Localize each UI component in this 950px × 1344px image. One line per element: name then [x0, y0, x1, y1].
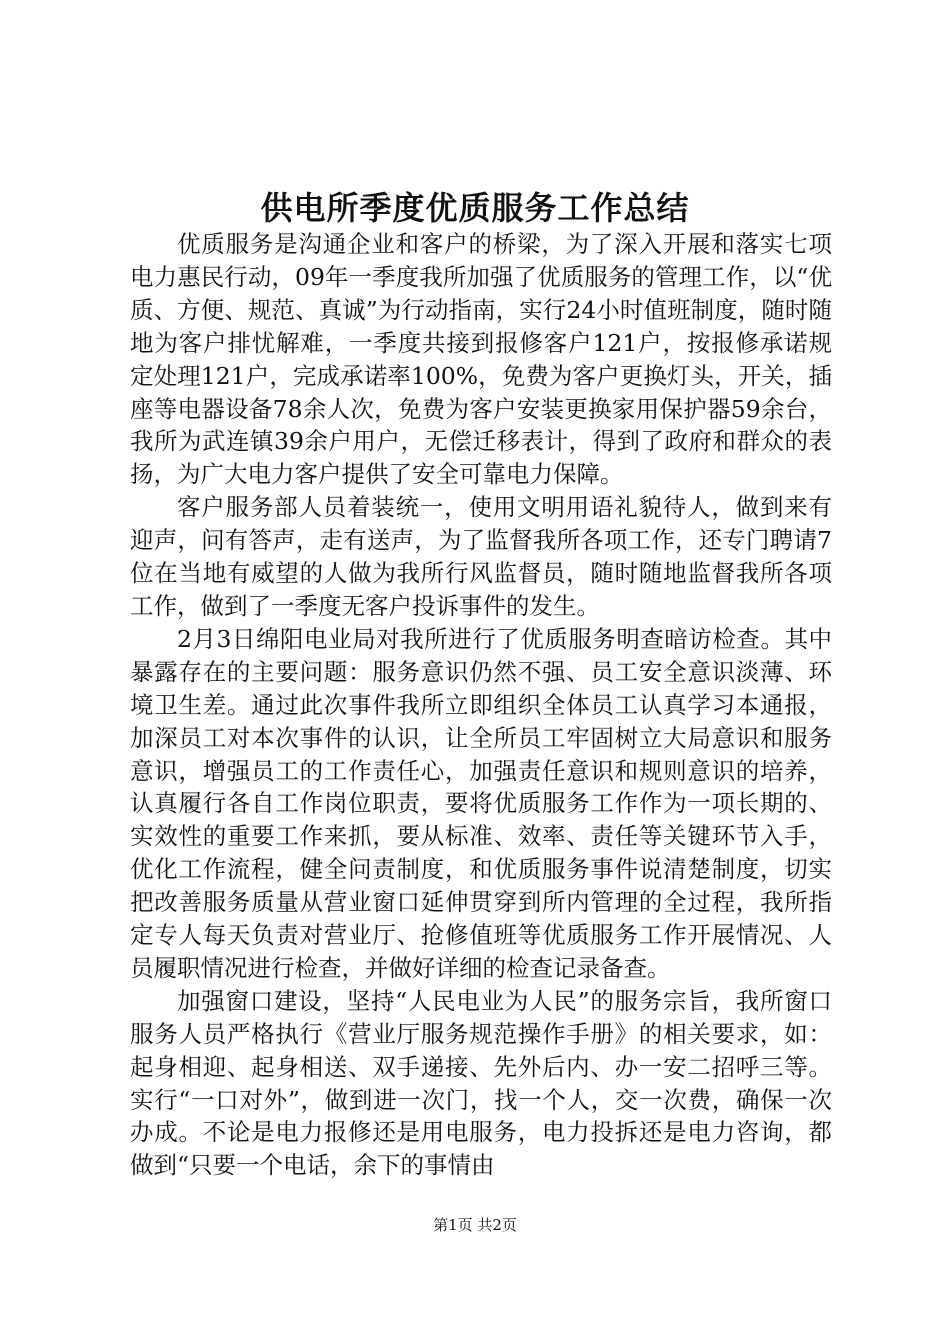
paragraph: 优质服务是沟通企业和客户的桥梁，为了深入开展和落实七项电力惠民行动，09年一季度我所加强了优质服务的管理工作，以“优质、方便、规范、真诚”为行动指南，实行24小时值班制度，随时随地为客户排忧解难，一季度共接到报修客户121户，按报修承诺规定处理121户，完成承诺率100%，免费为客户更换灯头，开关，插座等电器设备78余人次，免费为客户安装更换家用保护器59余台，我所为武连镇39余户用户，无偿迁移表计，得到了政府和群众的表扬，为广大电力客户提供了安全可靠电力保障。	[130, 230, 832, 489]
page-footer: 第1页 共2页	[433, 1216, 517, 1234]
document-body	[130, 228, 832, 1182]
document-title: 供电所季度优质服务工作总结	[260, 189, 690, 227]
paragraph: 客户服务部人员着装统一，使用文明用语礼貌待人，做到来有迎声，问有答声，走有送声，为了监督我所各项工作，还专门聘请7位在当地有威望的人做为我所行风监督员，随时随地监督我所各项工作，做到了一季度无客户投诉事件的发生。	[130, 493, 832, 620]
paragraph: 加强窗口建设，坚持“人民电业为人民”的服务宗旨，我所窗口服务人员严格执行《营业厅服务规范操作手册》的相关要求，如：起身相迎、起身相送、双手递接、先外后内、办一安二招呼三等。实行“一口对外”，做到进一次门，找一个人，交一次费，确保一次办成。不论是电力报修还是用电服务，电力投拆还是电力咨询，都做到“只要一个电话，余下的事情由	[130, 986, 832, 1180]
paragraph: 2月3日绵阳电业局对我所进行了优质服务明查暗访检查。其中暴露存在的主要问题：服务意识仍然不强、员工安全意识淡薄、环境卫生差。通过此次事件我所立即组织全体员工认真学习本通报，加深员工对本次事件的认识，让全所员工牢固树立大局意识和服务意识，增强员工的工作责任心，加强责任意识和规则意识的培养，认真履行各自工作岗位职责，要将优质服务工作作为一项长期的、实效性的重要工作来抓，要从标准、效率、责任等关键环节入手，优化工作流程，健全问责制度，和优质服务事件说清楚制度，切实把改善服务质量从营业窗口延伸贯穿到所内管理的全过程，我所指定专人每天负责对营业厅、抢修值班等优质服务工作开展情况、人员履职情况进行检查，并做好详细的检查记录备查。	[130, 624, 832, 982]
